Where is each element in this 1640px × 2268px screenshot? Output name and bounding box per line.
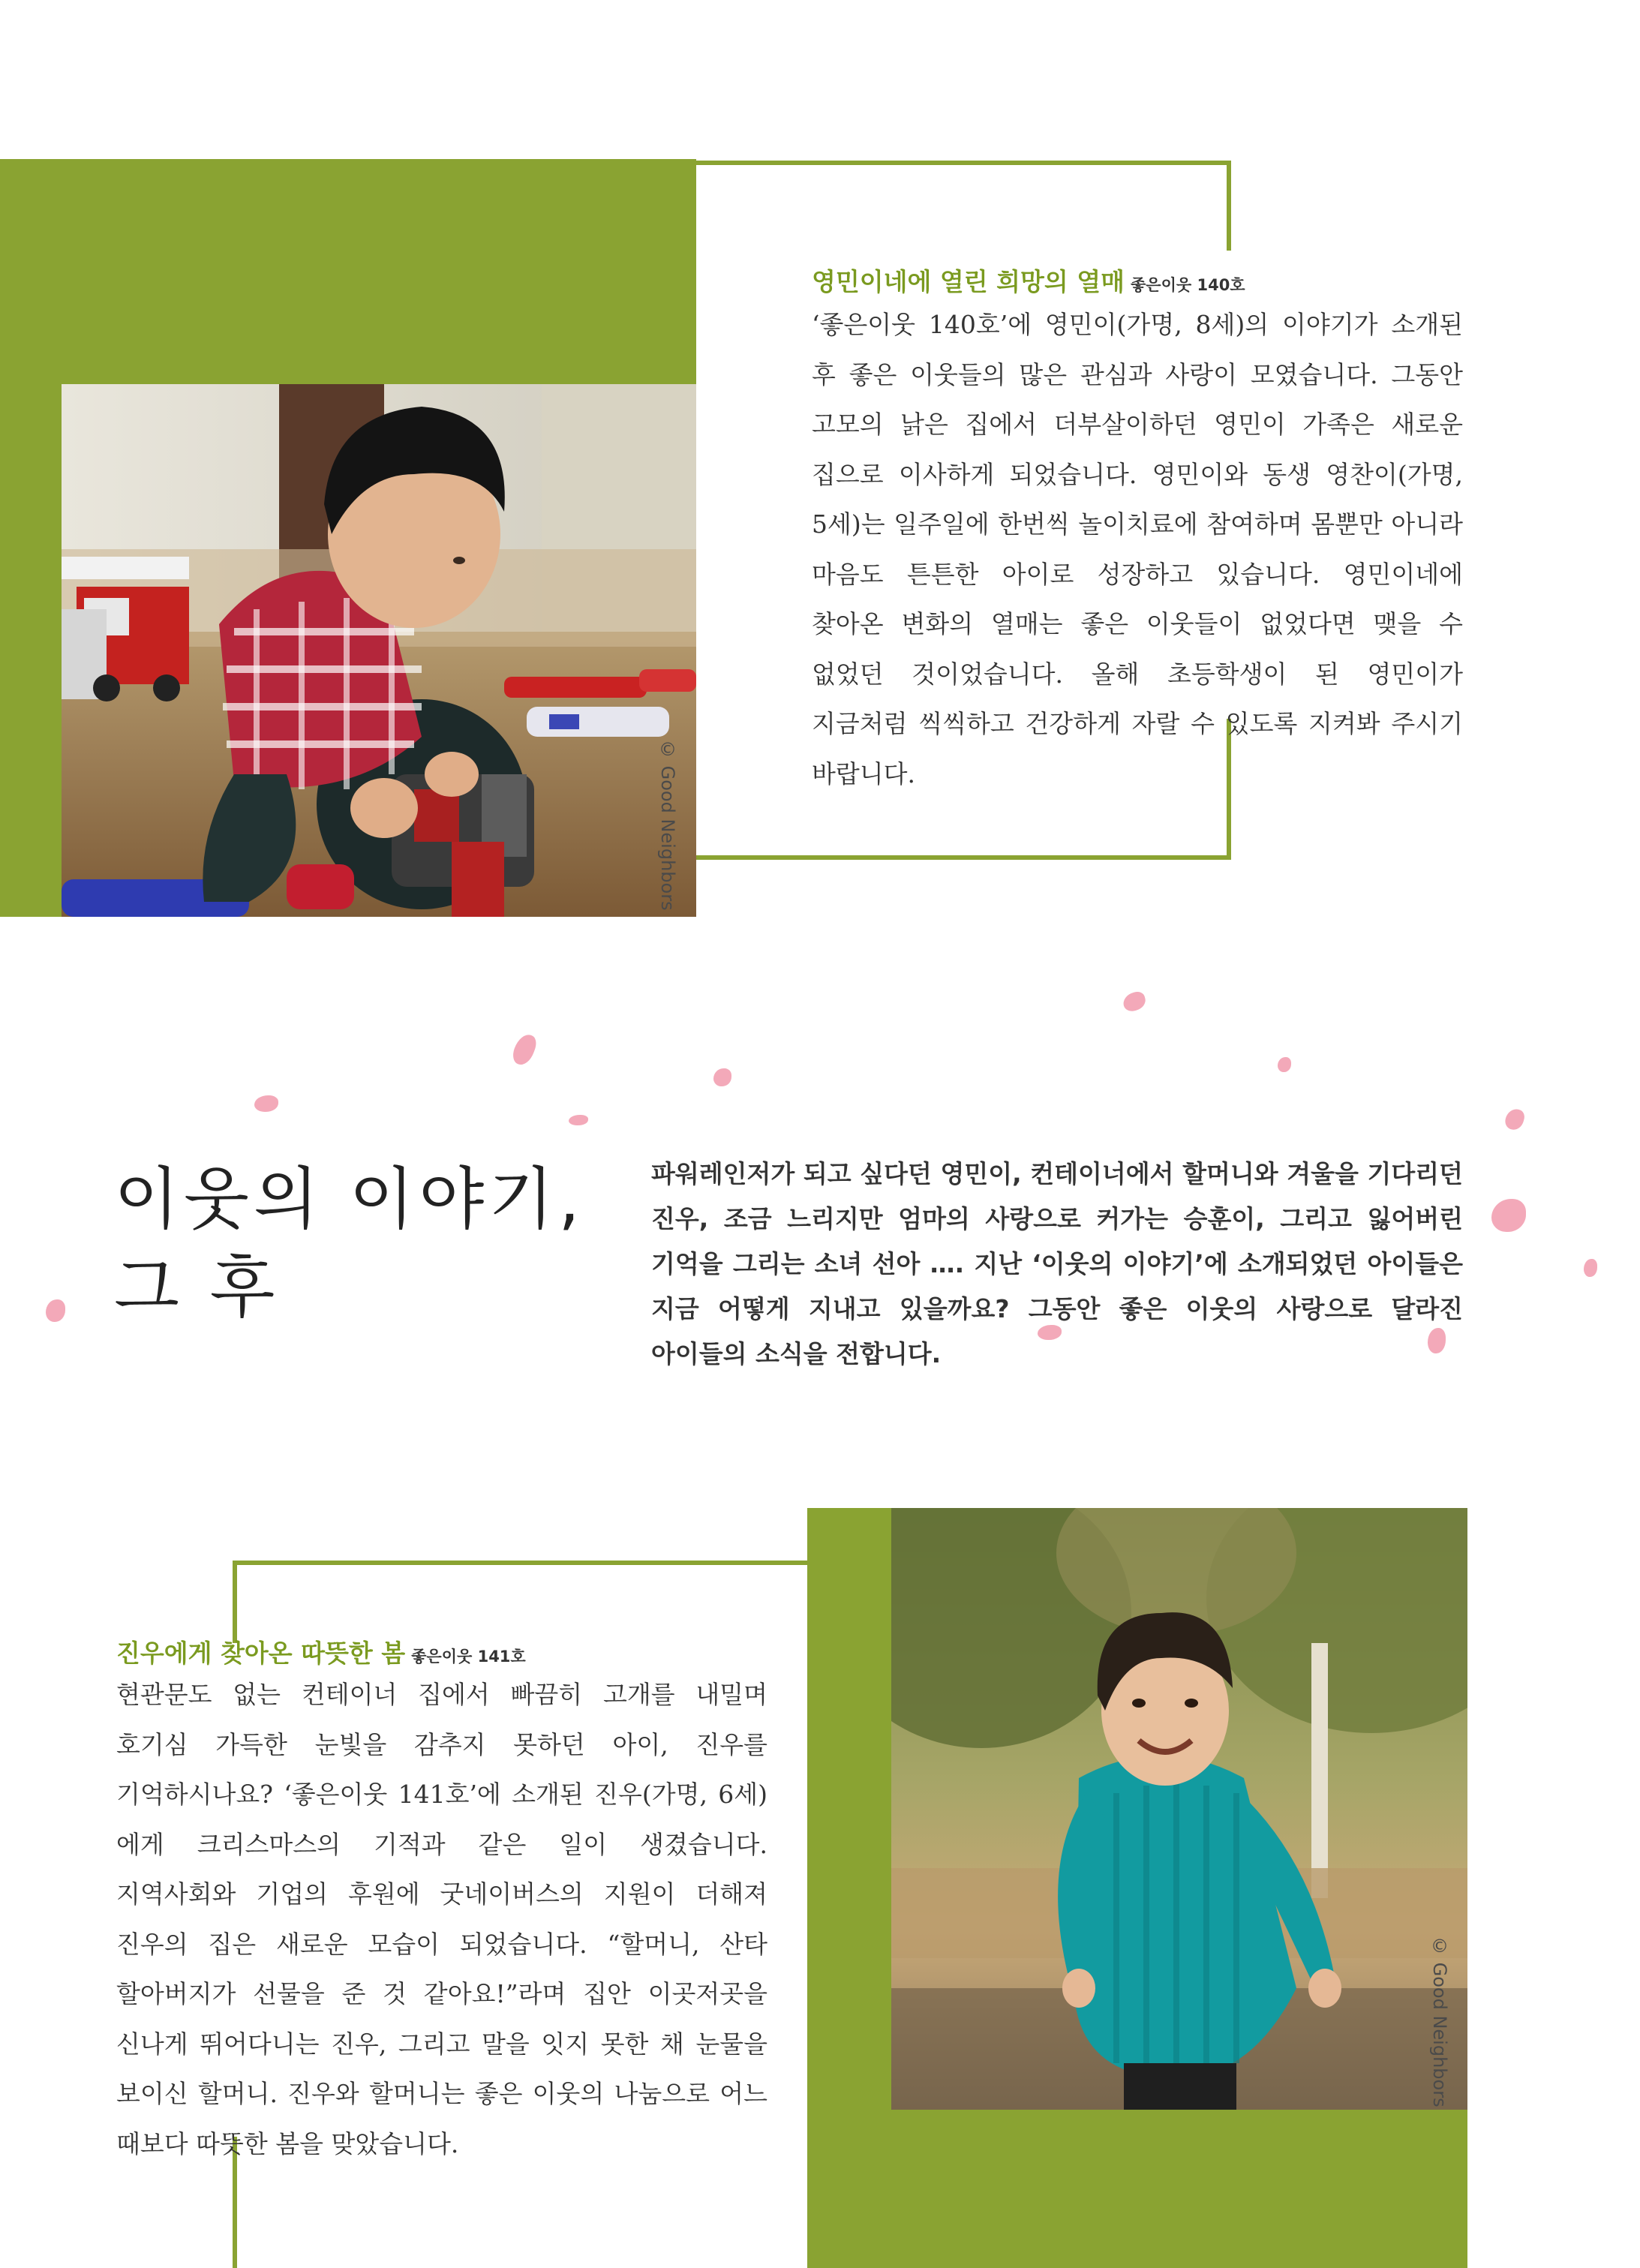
petal-decoration	[1121, 990, 1147, 1014]
bottom-frame-line-left-upper	[233, 1561, 237, 1643]
top-frame-line-right-upper	[1227, 161, 1231, 251]
petal-decoration	[1491, 1199, 1526, 1232]
intro-paragraph: 파워레인저가 되고 싶다던 영민이, 컨테이너에서 할머니와 겨울을 기다리던 진우, 조금 느리지만 엄마의 사랑으로 커가는 승훈이, 그리고 잃어버린 기억을 그리는 소녀 선아 …. 지난 ‘이웃의 이야기’에 소개되었던 아이들은 지금 어떻게 지내고 있을까요? 그동안 좋은 이웃의 사랑으로 달라진 아이들의 소식을 전합니다.	[651, 1159, 1463, 1368]
petal-decoration	[46, 1299, 65, 1322]
petal-decoration	[510, 1032, 539, 1068]
top-frame-line-top	[696, 161, 1231, 165]
petal-decoration	[713, 1068, 731, 1086]
top-frame-line-bottom	[696, 855, 1231, 860]
petal-decoration	[569, 1115, 588, 1125]
petal-decoration	[1278, 1057, 1291, 1072]
story1-body: ‘좋은이웃 140호’에 영민이(가명, 8세)의 이야기가 소개된 후 좋은 이웃들의 많은 관심과 사랑이 모였습니다. 그동안 고모의 낡은 집에서 더부살이하던 영민이 가족은 새로운 집으로 이사하게 되었습니다. 영민이와 동생 영찬이(가명, 5세)는 일주일에 한번씩 놀이치료에 참여하며 몸뿐만 아니라 마음도 튼튼한 아이로 성장하고 있습니다. 영민이네에 찾아온 변화의 열매는 좋은 이웃들이 없었다면 맺을 수 없었던 것이었습니다. 올해 초등학생이 된 영민이가 지금처럼 씩씩하고 건강하게 자랄 수 있도록 지켜봐 주시기 바랍니다.	[812, 310, 1464, 789]
story1-title: 영민이네에 열린 희망의 열매	[812, 267, 1125, 296]
page-title-line1: 이웃의 이야기,	[114, 1160, 584, 1239]
photo-credit-1: © Good Neighbors	[657, 739, 678, 911]
story1-title-row	[812, 263, 1245, 298]
bottom-frame-line-top	[233, 1561, 807, 1565]
story2-title: 진우에게 찾아온 따뜻한 봄	[116, 1639, 406, 1668]
page-title	[114, 1155, 584, 1332]
story2-issue-ref: 좋은이웃 141호	[411, 1648, 526, 1666]
petal-decoration	[1584, 1259, 1597, 1277]
story2-body: 현관문도 없는 컨테이너 집에서 빠끔히 고개를 내밀며 호기심 가득한 눈빛을 감추지 못하던 아이, 진우를 기억하시나요? ‘좋은이웃 141호’에 소개된 진우(가명, 6세)에게 크리스마스의 기적과 같은 일이 생겼습니다. 지역사회와 기업의 후원에 굿네이버스의 지원이 더해져 진우의 집은 새로운 모습이 되었습니다. “할머니, 산타 할아버지가 선물을 준 것 같아요!”라며 집안 이곳저곳을 신나게 뛰어다니는 진우, 그리고 말을 잇지 못한 채 눈물을 보이신 할머니. 진우와 할머니는 좋은 이웃의 나눔으로 어느 때보다 따뜻한 봄을 맞았습니다.	[116, 1680, 767, 2158]
petal-decoration	[1503, 1107, 1526, 1131]
photo-boy-playing	[62, 384, 696, 917]
page-title-line2: 그 후	[114, 1248, 280, 1327]
story2-title-row	[116, 1634, 526, 1669]
photo-credit-2: © Good Neighbors	[1429, 1936, 1450, 2107]
photo-boy-smiling	[891, 1508, 1467, 2110]
petal-decoration	[254, 1095, 278, 1112]
story1-issue-ref: 좋은이웃 140호	[1131, 276, 1245, 294]
